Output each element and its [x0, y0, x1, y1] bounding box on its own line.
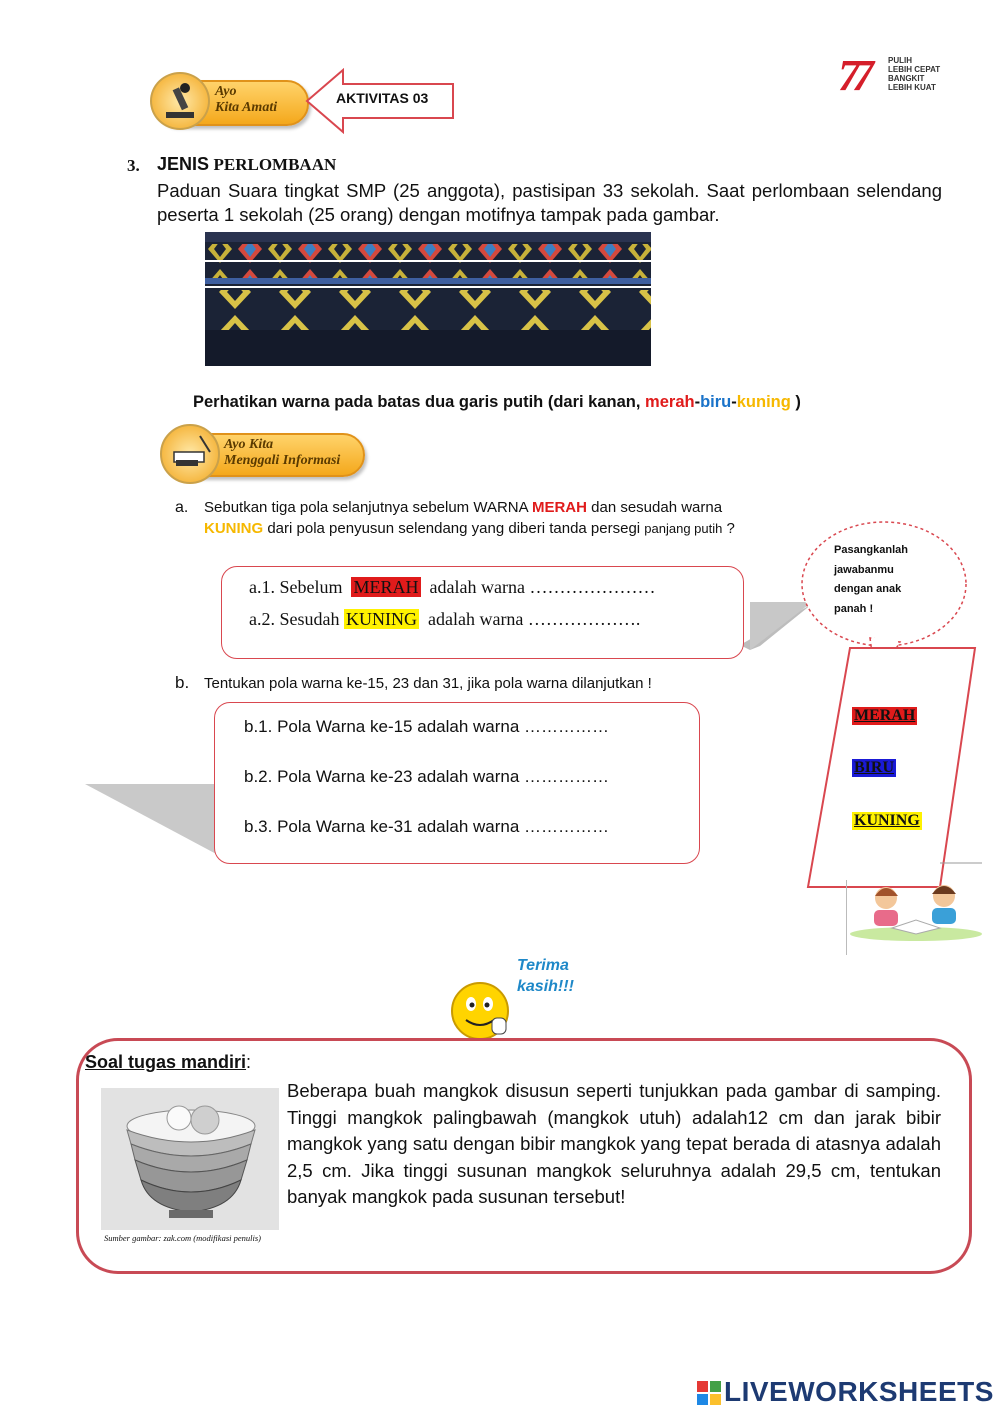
activity-label: AKTIVITAS 03: [336, 90, 429, 106]
speech-bubble-text: Pasangkanlah jawabanmu dengan anak panah !: [834, 544, 908, 615]
instruction-line: [193, 393, 801, 412]
mandiri-title-colon: :: [246, 1052, 252, 1072]
answer-b2[interactable]: b.2. Pola Warna ke-23 adalah warna ……………: [244, 767, 610, 786]
answer-a2: [249, 609, 640, 630]
option-merah[interactable]: MERAH: [854, 707, 916, 724]
question-a-t4: panjang putih: [644, 521, 723, 536]
badge-ayo-kita-amati-label: Ayo Kita Amati: [215, 84, 278, 115]
answer-a1: [249, 577, 655, 598]
question-a-t3: dari pola penyusun selendang yang diberi tanda persegi: [263, 520, 645, 537]
section-title-part2: PERLOMBAAN: [213, 155, 337, 174]
liveworksheets-logo-icon: [697, 1381, 721, 1405]
answer-a2-prefix: a.2. Sesudah: [249, 609, 340, 629]
badge-menggali-informasi-label: Ayo Kita Menggali Informasi: [224, 437, 341, 468]
mandiri-text: Beberapa buah mangkok disusun seperti tunjukkan pada gambar di samping. Tinggi mangkok palingbawah (mangkok utuh) adalah12 cm dan jarak bibir mangkok yang satu dengan bibir mangkok yang tepat berada di atasnya adalah 2,5 cm. Jika tinggi susunan mangkok seluruhnya adalah 29,5 cm, tentukan banyak mangkok pada susunan tersebut!: [287, 1080, 941, 1207]
question-a-t1: Sebutkan tiga pola selanjutnya sebelum WARNA: [204, 499, 532, 516]
thanks-text: Terima kasih!!!: [517, 957, 574, 995]
question-a-kuning: KUNING: [204, 520, 264, 537]
instruction-biru: biru: [700, 393, 732, 411]
microscope-icon: [150, 72, 210, 130]
section-title-part1: JENIS: [157, 154, 210, 174]
mandiri-title: [85, 1052, 251, 1073]
selendang-image: [205, 232, 651, 366]
section-paragraph: Paduan Suara tingkat SMP (25 anggota), pastisipan 33 sekolah. Saat perlombaan selendang peserta 1 sekolah (25 orang) dengan motifnya tampak pada gambar.: [157, 180, 942, 225]
instruction-prefix: Perhatikan warna pada batas dua garis putih (dari kanan,: [193, 393, 646, 411]
question-a-letter: a.: [175, 499, 189, 516]
mandiri-title-text: Soal tugas mandiri: [85, 1052, 247, 1072]
answer-a1-suffix[interactable]: adalah warna …………………: [429, 577, 656, 597]
instruction-dash1: -: [694, 393, 701, 411]
instruction-merah: merah: [645, 393, 695, 411]
option-biru[interactable]: BIRU: [854, 759, 895, 776]
logo-77: 77: [838, 51, 866, 100]
answer-b1[interactable]: b.1. Pola Warna ke-15 adalah warna ……………: [244, 717, 610, 736]
question-b-text: Tentukan pola warna ke-15, 23 dan 31, jika pola warna dilanjutkan !: [204, 675, 652, 692]
logo-tagline: PULIH LEBIH CEPAT BANGKIT LEBIH KUAT: [888, 56, 941, 92]
answer-a2-tag: KUNING: [345, 609, 417, 629]
question-b-letter: b.: [175, 673, 190, 692]
instruction-suffix: ): [790, 393, 801, 411]
question-a-t5: ?: [722, 520, 735, 537]
reading-icon: [160, 424, 220, 484]
bowls-caption: Sumber gambar: zak.com (modifikasi penulis): [104, 1233, 261, 1243]
section-number: 3.: [127, 156, 140, 175]
instruction-kuning: kuning: [736, 393, 791, 411]
vertical-divider: [846, 880, 847, 955]
answer-b3[interactable]: b.3. Pola Warna ke-31 adalah warna ……………: [244, 817, 610, 836]
question-a-t2: dan sesudah warna: [586, 499, 723, 516]
option-kuning[interactable]: KUNING: [854, 812, 920, 829]
section-title: [157, 154, 336, 175]
answer-a2-suffix[interactable]: adalah warna ……………….: [427, 609, 641, 629]
smiley-icon: [450, 980, 520, 1042]
instruction-dash2: -: [731, 393, 737, 411]
answer-a1-prefix: a.1. Sebelum: [249, 577, 343, 597]
question-a-merah: MERAH: [531, 499, 587, 516]
footer-brand: LIVEWORKSHEETS: [724, 1376, 994, 1407]
bowls-image: [101, 1088, 279, 1230]
kids-reading-illustration: [848, 880, 983, 942]
question-a-text: [204, 497, 814, 539]
answer-a1-tag: MERAH: [353, 577, 419, 597]
